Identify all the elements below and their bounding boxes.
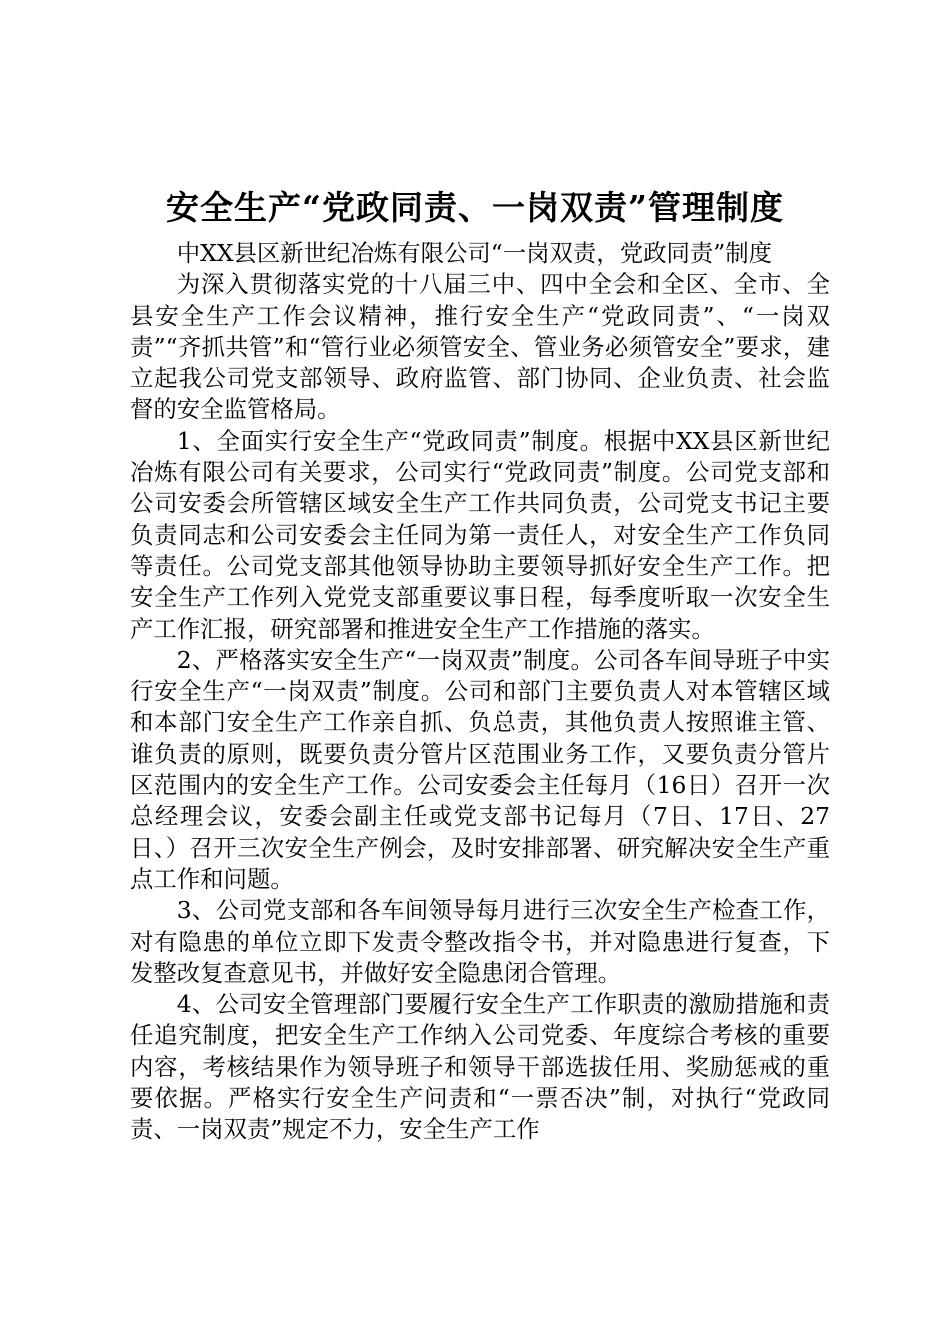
paragraph-subtitle: 中XX县区新世纪冶炼有限公司“一岗双责，党政同责”制度 [176, 239, 772, 267]
paragraph-item-2: 2、严格落实安全生产“一岗双责”制度。公司各车间导班子中实行安全生产“一岗双责”制度。公司和部门主要负责人对本管辖区域和本部门安全生产工作亲自抓、负总责，其他负责人按照谁主管、谁负责的原则，既要负责分管片区范围业务工作，又要负责分管片区范围内的安全生产工作。公司安委会主任每月（16日）召开一次总经理会议，安委会副主任或党支部书记每月（7日、17日、27日、）召开三次安全生产例会，及时安排部署、研究解决安全生产重点工作和问题。 [130, 645, 830, 893]
paragraph-item-4: 4、公司安全管理部门要履行安全生产工作职责的激励措施和责任追究制度，把安全生产工作纳入公司党委、年度综合考核的重要内容，考核结果作为领导班子和领导干部选拔任用、奖励惩戒的重要依据。严格实行安全生产问责和“一票否决”制，对执行“党政同责、一岗双责”规定不力，安全生产工作 [130, 990, 830, 1144]
document-body [130, 238, 830, 1146]
document-title: 安全生产“党政同责、一岗双责”管理制度 [166, 188, 784, 227]
paragraph-intro: 为深入贯彻落实党的十八届三中、四中全会和全区、全市、全县安全生产工作会议精神，推行安全生产“党政同责”、“一岗双责”“齐抓共管”和“管行业必须管安全、管业务必须管安全”要求，建立起我公司党支部领导、政府监管、部门协同、企业负责、社会监督的安全监管格局。 [130, 270, 830, 424]
paragraph-item-1: 1、全面实行安全生产“党政同责”制度。根据中XX县区新世纪冶炼有限公司有关要求，公司实行“党政同责”制度。公司党支部和公司安委会所管辖区域安全生产工作共同负责，公司党支书记主要负责同志和公司安委会主任同为第一责任人，对安全生产工作负同等责任。公司党支部其他领导协助主要领导抓好安全生产工作。把安全生产工作列入党党支部重要议事日程，每季度听取一次安全生产工作汇报，研究部署和推进安全生产工作措施的落实。 [130, 426, 830, 643]
paragraph-item-3: 3、公司党支部和各车间领导每月进行三次安全生产检查工作，对有隐患的单位立即下发责令整改指令书，并对隐患进行复查，下发整改复查意见书，并做好安全隐患闭合管理。 [130, 896, 830, 987]
